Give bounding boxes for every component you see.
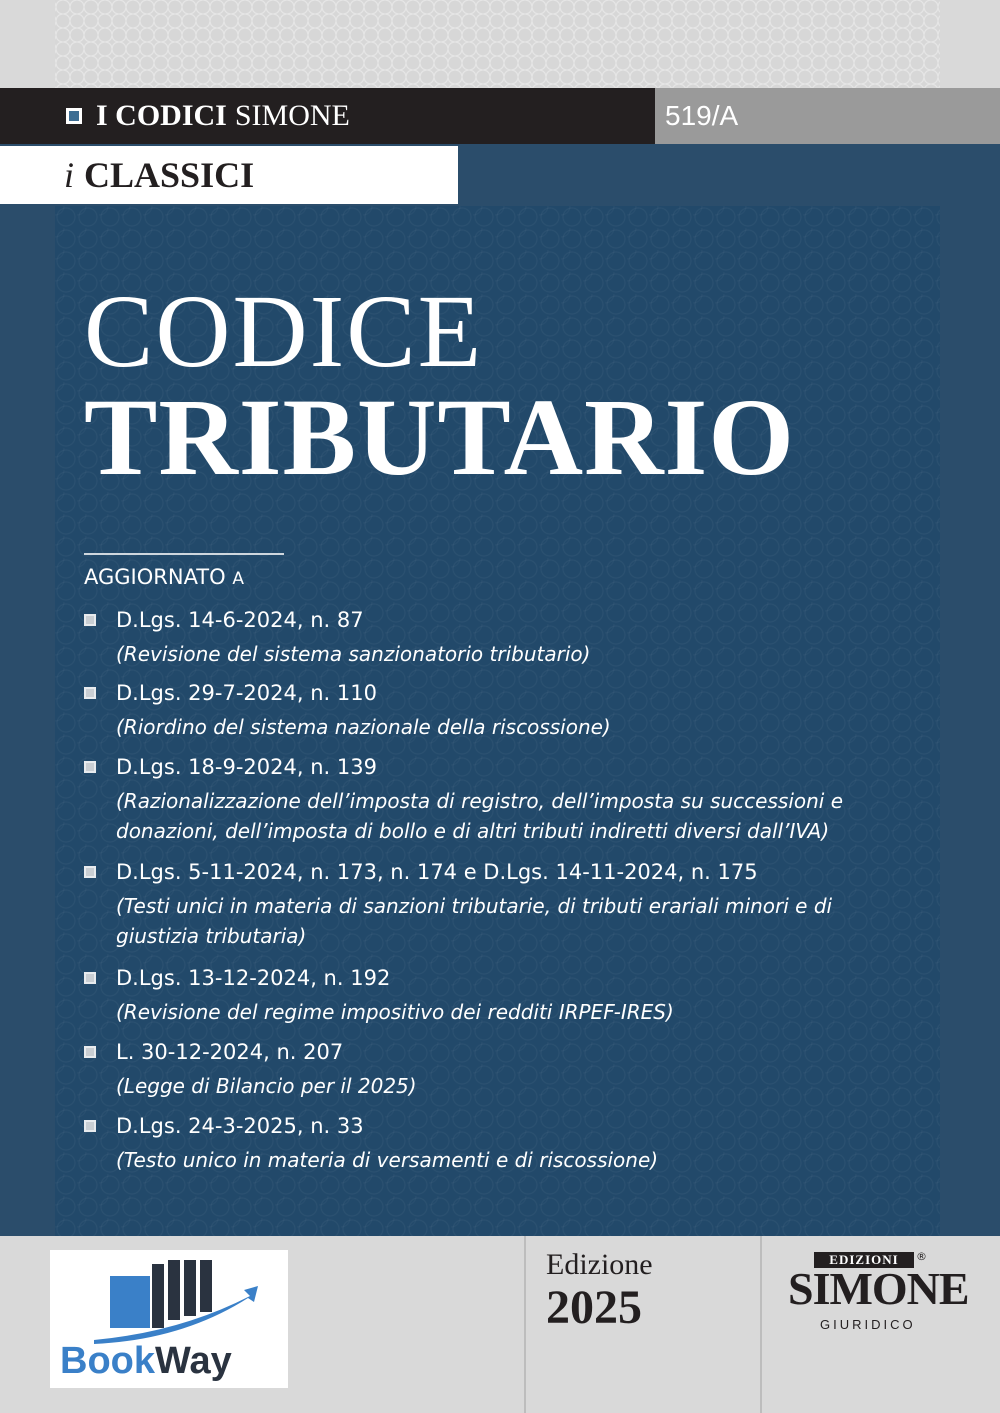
- bullet-square-icon: [84, 1046, 96, 1058]
- title-line1: CODICE: [84, 274, 484, 389]
- publisher-name: SIMONE: [788, 1263, 969, 1314]
- bookway-way: Way: [155, 1340, 232, 1382]
- bullet-square-icon: [84, 972, 96, 984]
- top-band-right: [940, 0, 1000, 88]
- title-line2: TRIBUTARIO: [84, 376, 795, 498]
- footer-divider-2: [760, 1236, 762, 1413]
- item-desc: (Riordino del sistema nazionale della riscossione): [116, 715, 611, 739]
- series-code-text: 519/A: [665, 100, 739, 131]
- item-ref: D.Lgs. 18-9-2024, n. 139: [116, 755, 377, 779]
- series-brand-rest: SIMONE: [234, 99, 350, 132]
- item-ref: D.Lgs. 29-7-2024, n. 110: [116, 681, 377, 705]
- footer-divider-1: [524, 1236, 526, 1413]
- bookway-books-icon: [90, 1256, 260, 1344]
- item-desc: (Testi unici in materia di sanzioni tributarie, di tributi erariali minori e di giustizia tributaria): [116, 894, 833, 948]
- bookway-book: Book: [60, 1340, 155, 1382]
- item-ref: D.Lgs. 13-12-2024, n. 192: [116, 966, 391, 990]
- item-ref: D.Lgs. 5-11-2024, n. 173, n. 174 e D.Lgs. 14-11-2024, n. 175: [116, 860, 758, 884]
- collection-prefix: i: [64, 155, 75, 195]
- item-ref: L. 30-12-2024, n. 207: [116, 1040, 344, 1064]
- publisher-logo: [788, 1250, 969, 1342]
- item-desc: (Revisione del sistema sanzionatorio tributario): [116, 642, 591, 666]
- collection-name: CLASSICI: [84, 155, 255, 195]
- item-desc: (Legge di Bilancio per il 2025): [116, 1074, 417, 1098]
- updates-list: [84, 0, 884, 1200]
- series-square-icon: [66, 108, 82, 124]
- edition-label: Edizione: [546, 1248, 653, 1281]
- bullet-square-icon: [84, 1120, 96, 1132]
- updates-heading-text: AGGIORNATO: [84, 565, 226, 589]
- publisher-registered: ®: [916, 1250, 927, 1263]
- item-desc: (Revisione del regime impositivo dei redditi IRPEF-IRES): [116, 1000, 674, 1024]
- bookway-watermark: [50, 1250, 288, 1388]
- bullet-square-icon: [84, 866, 96, 878]
- bullet-square-icon: [84, 614, 96, 626]
- item-ref: D.Lgs. 14-6-2024, n. 87: [116, 608, 364, 632]
- publisher-sub: GIURIDICO: [820, 1317, 916, 1332]
- bullet-square-icon: [84, 687, 96, 699]
- edition-year: 2025: [546, 1281, 642, 1334]
- item-ref: D.Lgs. 24-3-2025, n. 33: [116, 1114, 364, 1138]
- top-band-left: [0, 0, 55, 88]
- updates-heading-suffix: A: [232, 569, 244, 589]
- bookway-text: [60, 1340, 232, 1383]
- item-desc: (Razionalizzazione dell’imposta di registro, dell’imposta su successioni e donazioni, dell’imposta di bollo e di altri tributi indiretti diversi dall’IVA): [116, 789, 844, 843]
- publisher-badge-text: EDIZIONI: [829, 1252, 899, 1267]
- series-brand-bold: I CODICI: [96, 99, 227, 132]
- bullet-square-icon: [84, 761, 96, 773]
- item-desc: (Testo unico in materia di versamenti e di riscossione): [116, 1148, 659, 1172]
